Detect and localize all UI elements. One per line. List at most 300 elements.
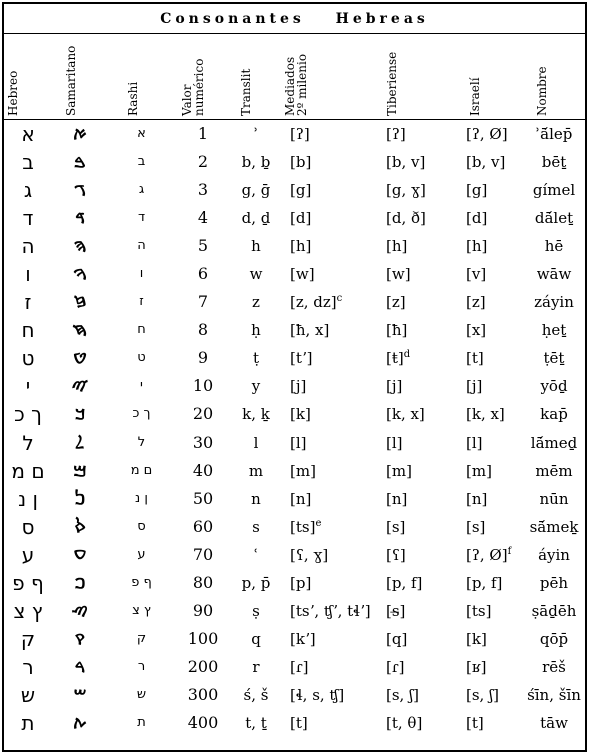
cell-nombre (521, 429, 587, 457)
cell-text: [g] (290, 181, 312, 200)
cell-text: [p, f] (466, 573, 503, 592)
header-label-line: Tiberiense (384, 51, 399, 116)
cell-text: [k, x] (386, 405, 425, 424)
cell-translit (230, 260, 282, 288)
cell-valor (180, 709, 226, 737)
cell-text: [ʔ] (290, 125, 310, 143)
cell-rashi (119, 204, 164, 232)
cell-translit (230, 709, 282, 737)
cell-text: t, ṯ (245, 713, 267, 732)
cell-text: 70 (192, 544, 214, 564)
cell-text: ג (138, 182, 145, 198)
cell-samaritano (60, 372, 100, 400)
cell-text: ࠎ (74, 517, 86, 536)
cell-tiberiense (386, 232, 466, 260)
cell-text: [l] (290, 433, 307, 452)
cell-text: ࠂ (74, 181, 86, 200)
cell-text: 10 (192, 376, 214, 396)
cell-translit (230, 597, 282, 625)
cell-samaritano (60, 316, 100, 344)
header-label (536, 66, 548, 116)
header-label-line: Rashi (125, 81, 140, 116)
table-row (4, 232, 585, 260)
cell-text: [g, ɣ] (386, 181, 426, 200)
cell-tiberiense (386, 681, 466, 709)
cell-text: ࠇ (72, 321, 88, 340)
cell-nombre (521, 625, 587, 653)
cell-valor (180, 316, 226, 344)
cell-hebreo (8, 625, 48, 653)
cell-mediados (290, 625, 385, 653)
cell-nombre (521, 316, 587, 344)
cell-text: [ħ] (386, 321, 408, 340)
cell-translit (230, 288, 282, 316)
cell-text: [x] (466, 321, 487, 340)
cell-mediados (290, 148, 385, 176)
cell-text: sā́meḵ (529, 517, 579, 536)
table-row (4, 709, 585, 737)
cell-samaritano (60, 120, 100, 148)
cell-rashi (119, 148, 164, 176)
cell-text: [z] (466, 293, 486, 312)
header-translit (238, 34, 258, 120)
table-row (4, 513, 585, 541)
cell-nombre (521, 569, 587, 597)
cell-samaritano (60, 485, 100, 513)
cell-mediados (290, 400, 385, 428)
cell-text: [b] (290, 153, 312, 172)
table-row (4, 204, 585, 232)
cell-text: b, ḇ (241, 153, 271, 172)
cell-hebreo (8, 429, 48, 457)
cell-text: tāw (540, 713, 568, 732)
cell-text: [t] (466, 713, 484, 732)
cell-samaritano (60, 148, 100, 176)
cell-text: ṣāḏēh (531, 601, 577, 620)
cell-mediados (290, 316, 385, 344)
cell-text: [k] (290, 405, 311, 424)
cell-mediados (290, 541, 385, 569)
cell-valor (180, 176, 226, 204)
table-row (4, 541, 585, 569)
cell-tiberiense (386, 260, 466, 288)
cell-text: ך כ (132, 406, 151, 422)
cell-samaritano (60, 513, 100, 541)
cell-text: [q] (386, 629, 408, 648)
cell-rashi (119, 457, 164, 485)
cell-hebreo (8, 541, 48, 569)
cell-text: ṣ (252, 601, 260, 620)
cell-translit (230, 429, 282, 457)
cell-text: ḥeṯ (541, 321, 567, 340)
cell-samaritano (60, 288, 100, 316)
header-label (181, 59, 205, 116)
cell-text: 40 (192, 460, 214, 480)
table-row (4, 485, 585, 513)
cell-text: ࠃ (75, 209, 85, 228)
cell-text: [h] (290, 237, 312, 256)
cell-text: י (25, 374, 31, 399)
cell-text: [p] (290, 573, 312, 592)
cell-text: ח (21, 318, 35, 343)
cell-nombre (521, 232, 587, 260)
cell-valor (180, 288, 226, 316)
cell-text: ב (22, 150, 34, 175)
cell-text: [d, ð] (386, 209, 426, 228)
cell-mediados (290, 569, 385, 597)
cell-text: [ɬ, s, ʧ] (290, 685, 345, 704)
cell-text: 4 (197, 208, 209, 228)
cell-hebreo (8, 288, 48, 316)
table-row (4, 316, 585, 344)
cell-text: [h] (466, 237, 488, 256)
cell-samaritano (60, 457, 100, 485)
cell-text: qōp̄ (539, 629, 569, 648)
cell-text: p, p̄ (241, 573, 271, 592)
cell-nombre (521, 120, 587, 148)
cell-text: ן נ (135, 490, 148, 506)
cell-text: [ħ, x] (290, 321, 330, 340)
cell-rashi (119, 372, 164, 400)
cell-text: ט (21, 346, 35, 371)
cell-mediados (290, 176, 385, 204)
cell-text: ס (137, 518, 146, 534)
cell-rashi (119, 400, 164, 428)
cell-text: ה (137, 238, 146, 254)
cell-translit (230, 344, 282, 372)
cell-valor (180, 457, 226, 485)
header-label-line: Valor (180, 84, 194, 116)
cell-samaritano (60, 232, 100, 260)
cell-text: ʾā́lep̄ (535, 125, 573, 143)
cell-mediados (290, 288, 385, 316)
cell-text: [m] (466, 461, 492, 480)
cell-text: ת (21, 710, 35, 735)
cell-rashi (119, 597, 164, 625)
table-body (4, 120, 585, 737)
cell-text: g, ḡ (241, 181, 271, 200)
cell-text: 2 (197, 152, 209, 172)
cell-text: ק (136, 630, 147, 646)
cell-text: ḥ (251, 321, 261, 340)
cell-text: [n] (466, 489, 488, 508)
cell-text: nūn (539, 489, 569, 508)
cell-valor (180, 260, 226, 288)
cell-text: [j] (290, 377, 307, 396)
cell-valor (180, 541, 226, 569)
cell-mediados (290, 653, 385, 681)
cell-rashi (119, 541, 164, 569)
cell-text: [j] (466, 377, 483, 396)
cell-text: ע (21, 542, 35, 567)
cell-text: [t] (466, 349, 484, 368)
cell-rashi (119, 176, 164, 204)
cell-text: ג (23, 178, 33, 203)
cell-text: bēṯ (541, 153, 567, 172)
table-row (4, 681, 585, 709)
cell-text: 6 (197, 264, 209, 284)
cell-valor (180, 429, 226, 457)
cell-text: ࠁ (74, 153, 86, 172)
cell-mediados (290, 260, 385, 288)
table-row (4, 372, 585, 400)
cell-valor (180, 513, 226, 541)
header-label (7, 71, 19, 116)
header-valor (180, 34, 218, 120)
header-label-line: Mediados (283, 56, 297, 116)
cell-text: 50 (192, 488, 214, 508)
cell-translit (230, 372, 282, 400)
cell-text: ד (22, 206, 34, 231)
cell-text: י (140, 378, 143, 394)
cell-text: ש (20, 682, 36, 707)
table-row (4, 148, 585, 176)
cell-text: d, ḏ (241, 209, 271, 228)
cell-tiberiense (386, 316, 466, 344)
cell-text: ʿ (253, 545, 259, 564)
cell-text: ࠉ (71, 377, 89, 396)
cell-tiberiense (386, 204, 466, 232)
table-row (4, 400, 585, 428)
cell-text: 80 (192, 572, 214, 592)
cell-text: ࠋ (75, 433, 85, 452)
cell-text: [m] (290, 461, 316, 480)
cell-text: kap̄ (540, 405, 568, 424)
cell-tiberiense (386, 148, 466, 176)
header-label (127, 82, 139, 116)
cell-text: ס (21, 514, 35, 539)
cell-text: [s, ʃ] (466, 685, 500, 704)
cell-text: gímel (532, 181, 576, 200)
cell-valor (180, 653, 226, 681)
cell-mediados (290, 485, 385, 513)
cell-nombre (521, 204, 587, 232)
cell-translit (230, 681, 282, 709)
cell-text: ࠅ (73, 265, 87, 284)
cell-valor (180, 400, 226, 428)
cell-tiberiense (386, 457, 466, 485)
cell-rashi (119, 120, 164, 148)
cell-text: [ʕ] (386, 545, 406, 564)
header-label-line: Israelí (467, 77, 482, 116)
table-row (4, 260, 585, 288)
cell-text: [kʼ] (290, 629, 316, 648)
cell-text: lā́meḏ (530, 433, 578, 452)
cell-nombre (521, 457, 587, 485)
cell-text: s (252, 517, 260, 536)
cell-text: ל (137, 434, 146, 450)
cell-text: [b, v] (386, 153, 426, 172)
cell-translit (230, 120, 282, 148)
cell-text: ץ צ (132, 602, 151, 618)
header-row (4, 34, 585, 120)
cell-text: [ʔ, Ø] (466, 545, 508, 564)
cell-text: [b, v] (466, 153, 506, 172)
cell-text: 90 (192, 600, 214, 620)
cell-mediados (290, 120, 385, 148)
header-label (284, 54, 308, 116)
cell-rashi (119, 569, 164, 597)
cell-nombre (521, 597, 587, 625)
cell-text: ࠕ (72, 713, 88, 732)
cell-samaritano (60, 204, 100, 232)
cell-text: ר (137, 658, 146, 674)
cell-translit (230, 541, 282, 569)
cell-text: ץ צ (13, 598, 43, 623)
cell-translit (230, 625, 282, 653)
cell-text: áyin (538, 545, 570, 564)
cell-text: [ʔ] (386, 125, 406, 143)
cell-nombre (521, 344, 587, 372)
cell-samaritano (60, 625, 100, 653)
cell-text: śīn, šīn (527, 685, 581, 704)
cell-translit (230, 653, 282, 681)
cell-text: [h] (386, 237, 408, 256)
cell-text: ש (136, 686, 147, 702)
cell-hebreo (8, 569, 48, 597)
cell-text: r (252, 657, 260, 676)
cell-nombre (521, 485, 587, 513)
cell-text: [tsʼ, ʧʼ, tɬʼ] (290, 601, 371, 620)
consonants-table (2, 2, 587, 752)
cell-valor (180, 569, 226, 597)
cell-text: ה (21, 234, 35, 259)
cell-text: [ʕ, ɣ] (290, 545, 329, 564)
footnote-marker: c (336, 293, 343, 305)
header-tiberiense (384, 34, 404, 120)
cell-hebreo (8, 485, 48, 513)
cell-rashi (119, 429, 164, 457)
cell-text: 30 (192, 432, 214, 452)
cell-valor (180, 344, 226, 372)
cell-text: [m] (386, 461, 412, 480)
cell-text: y (251, 377, 261, 396)
cell-text: ࠍ (74, 489, 86, 508)
cell-text: [ɾ] (386, 657, 405, 676)
cell-hebreo (8, 120, 48, 148)
table-title: Consonantes Hebreas (4, 4, 585, 34)
cell-text: w (249, 265, 263, 284)
cell-hebreo (8, 597, 48, 625)
cell-text: ז (139, 294, 144, 310)
cell-text: 7 (197, 292, 209, 312)
cell-text: wāw (536, 265, 572, 284)
cell-mediados (290, 709, 385, 737)
header-label-line: Translit (238, 68, 253, 116)
header-label (386, 52, 398, 116)
table-row (4, 569, 585, 597)
cell-translit (230, 316, 282, 344)
cell-text: [t] (290, 713, 308, 732)
cell-text: ࠒ (74, 629, 86, 648)
cell-hebreo (8, 344, 48, 372)
cell-valor (180, 681, 226, 709)
table-row (4, 457, 585, 485)
cell-text: k, ḵ (242, 405, 270, 424)
cell-tiberiense (386, 288, 466, 316)
cell-text: [j] (386, 377, 403, 396)
cell-text: ר (22, 654, 34, 679)
cell-text: 100 (187, 628, 219, 648)
cell-translit (230, 485, 282, 513)
cell-text: [s, ʃ] (386, 685, 420, 704)
cell-text: ב (137, 154, 146, 170)
cell-text: [t, θ] (386, 713, 423, 732)
cell-samaritano (60, 344, 100, 372)
cell-text: ࠈ (72, 349, 88, 368)
table-row (4, 344, 585, 372)
cell-text: m (248, 461, 264, 480)
cell-valor (180, 485, 226, 513)
cell-text: ṭ (252, 349, 260, 368)
header-label-line: Samaritano (63, 45, 78, 116)
cell-nombre (521, 541, 587, 569)
table-row (4, 288, 585, 316)
cell-mediados (290, 372, 385, 400)
cell-samaritano (60, 176, 100, 204)
cell-nombre (521, 260, 587, 288)
cell-text: ק (20, 626, 36, 651)
cell-text: ࠑ (71, 601, 89, 620)
table-row (4, 176, 585, 204)
cell-tiberiense (386, 513, 466, 541)
cell-text: [d] (466, 209, 488, 228)
cell-text: yōḏ (540, 377, 568, 396)
cell-mediados (290, 457, 385, 485)
cell-tiberiense (386, 541, 466, 569)
cell-text: rēš (542, 657, 566, 676)
cell-nombre (521, 176, 587, 204)
cell-text: pēh (539, 573, 569, 592)
cell-tiberiense (386, 120, 466, 148)
cell-text: 300 (187, 684, 219, 704)
cell-text: [z] (386, 293, 406, 312)
cell-hebreo (8, 513, 48, 541)
cell-hebreo (8, 204, 48, 232)
cell-text: ו (25, 262, 31, 287)
cell-rashi (119, 709, 164, 737)
cell-tiberiense (386, 625, 466, 653)
cell-text: [p, f] (386, 573, 423, 592)
cell-text: ࠓ (74, 657, 86, 676)
cell-text: 200 (187, 656, 219, 676)
cell-hebreo (8, 260, 48, 288)
cell-text: 9 (197, 348, 209, 368)
cell-text: [ʔ, Ø] (466, 125, 508, 143)
header-rashi (125, 34, 145, 120)
cell-text: hē (544, 237, 564, 256)
cell-text: ś, š (243, 685, 269, 704)
cell-rashi (119, 513, 164, 541)
cell-text: q (251, 629, 261, 648)
cell-valor (180, 625, 226, 653)
cell-text: ࠊ (74, 405, 86, 424)
cell-text: ף פ (131, 574, 152, 590)
cell-text: n (251, 489, 261, 508)
cell-translit (230, 148, 282, 176)
cell-text: ם מ (130, 462, 153, 478)
cell-text: ࠌ (73, 461, 87, 480)
cell-nombre (521, 653, 587, 681)
cell-tiberiense (386, 176, 466, 204)
cell-text: 3 (197, 180, 209, 200)
cell-rashi (119, 344, 164, 372)
cell-text: [ŧ] (386, 349, 404, 368)
cell-hebreo (8, 653, 48, 681)
cell-text: ו (139, 266, 144, 282)
header-mediados (283, 34, 321, 120)
cell-nombre (521, 709, 587, 737)
